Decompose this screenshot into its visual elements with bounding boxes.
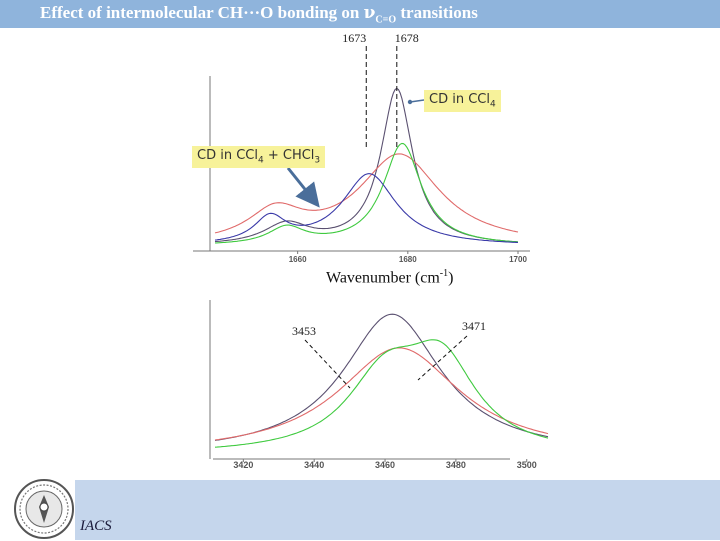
x-tick-label: 1680 <box>398 255 417 264</box>
series-line <box>215 314 548 440</box>
chart-ch-stretch <box>210 300 548 470</box>
x-tick-label: 1660 <box>288 255 307 264</box>
peak-marker-label: 1678 <box>394 31 419 45</box>
x-tick-label: 3440 <box>304 460 325 470</box>
x-tick-label: 3500 <box>516 460 537 470</box>
x-tick-label: 3420 <box>233 460 254 470</box>
chart-overlays <box>288 31 486 388</box>
series-line <box>215 340 548 447</box>
x-axis-label: Wavenumber $(cm^{-1})$ <box>326 268 454 287</box>
series-line <box>215 348 548 440</box>
callout-dot <box>408 100 412 104</box>
label-ccl4: CD in CCl$_4$ <box>424 90 501 112</box>
peak-marker-label: 3471 <box>462 319 486 333</box>
peak-marker-line <box>305 340 350 388</box>
footer-org-label: IACS <box>80 518 112 534</box>
x-tick-label: 3460 <box>375 460 396 470</box>
x-tick-label: 3480 <box>445 460 466 470</box>
institute-logo-icon <box>12 477 76 541</box>
label-ccl4-chcl3: CD in CCl$_4$ + CHCl$_3$ <box>192 146 325 168</box>
peak-marker-label: 1673 <box>342 31 367 45</box>
slide-title: Effect of intermolecular CH···O bonding on $\nu_{C=O}$ transitions <box>40 3 478 26</box>
x-tick-label: 1700 <box>509 255 527 264</box>
peak-marker-label: 3453 <box>292 324 316 338</box>
footer-bar <box>75 480 720 540</box>
callout-arrow <box>288 168 316 203</box>
